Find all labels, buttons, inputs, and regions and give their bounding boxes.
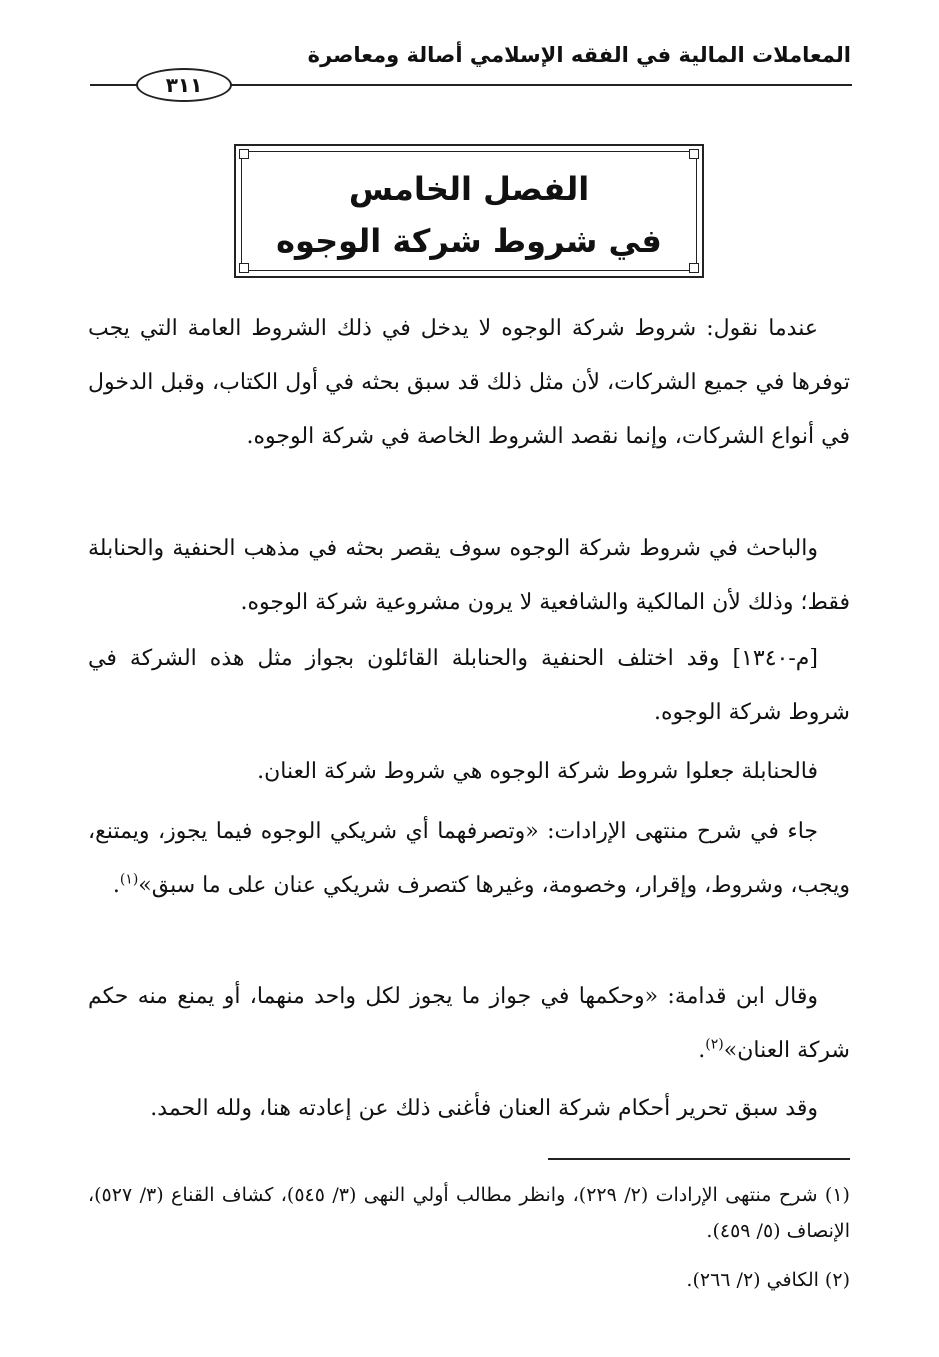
- paragraph-text: فالحنابلة جعلوا شروط شركة الوجوه هي شروط شركة العنان.: [257, 759, 818, 784]
- body-paragraph-2: [88, 522, 850, 630]
- sentence-period: .: [112, 873, 120, 898]
- chapter-title-inner-frame: [241, 151, 697, 271]
- paragraph-text: جاء في شرح منتهى الإرادات: «وتصرفهما أي شريكي الوجوه فيما يجوز، ويمتنع، ويجب، وشروط، وإقرار، وخصومة، وغيرها كتصرف شريكي عنان على ما سبق»: [88, 819, 850, 898]
- frame-corner-ornament: [689, 149, 699, 159]
- paragraph-text: وقد سبق تحرير أحكام شركة العنان فأغنى ذلك عن إعادته هنا، ولله الحمد.: [150, 1096, 818, 1121]
- footnote-1: (١) شرح منتهى الإرادات (٢/ ٢٢٩)، وانظر مطالب أولي النهى (٣/ ٥٤٥)، كشاف القناع (٣/ ٥٢٧)، الإنصاف (٥/ ٤٥٩).: [88, 1184, 850, 1242]
- chapter-title-frame: [234, 144, 704, 278]
- body-paragraph-5: [88, 805, 850, 913]
- chapter-title-line-1: الفصل الخامس: [348, 170, 590, 208]
- footnote-separator: [548, 1158, 850, 1160]
- body-paragraph-7: [88, 1082, 850, 1136]
- paragraph-text: عندما نقول: شروط شركة الوجوه لا يدخل في ذلك الشروط العامة التي يجب توفرها في جميع الشركات، لأن مثل ذلك قد سبق بحثه في أول الكتاب، وقبل الدخول في أنواع الشركات، وإنما نقصد الشروط الخاصة في شركة الوجوه.: [88, 316, 850, 449]
- footnote-reference-2: (٢): [705, 1036, 724, 1053]
- body-paragraph-4: [88, 745, 850, 799]
- body-paragraph-1: [88, 302, 850, 464]
- footnote-2: (٢) الكافي (٢/ ٢٦٦).: [686, 1269, 850, 1291]
- paragraph-text: وقال ابن قدامة: «وحكمها في جواز ما يجوز لكل واحد منهما، أو يمنع منه حكم شركة العنان»: [88, 984, 850, 1063]
- frame-corner-ornament: [689, 263, 699, 273]
- paragraph-text: [م-١٣٤٠] وقد اختلف الحنفية والحنابلة القائلون بجواز مثل هذه الشركة في شروط شركة الوجوه.: [88, 646, 850, 725]
- footnote-reference-1: (١): [119, 871, 139, 888]
- body-paragraph-3: [88, 632, 850, 740]
- sentence-period: .: [698, 1038, 706, 1063]
- page-number: ٣١١: [136, 68, 232, 102]
- chapter-title-line-2: في شروط شركة الوجوه: [276, 222, 662, 260]
- paragraph-text: والباحث في شروط شركة الوجوه سوف يقصر بحثه في مذهب الحنفية والحنابلة فقط؛ وذلك لأن المالكية والشافعية لا يرون مشروعية شركة الوجوه.: [88, 536, 850, 615]
- running-header-title: المعاملات المالية في الفقه الإسلامي أصالة ومعاصرة: [307, 43, 851, 67]
- frame-corner-ornament: [239, 263, 249, 273]
- frame-corner-ornament: [239, 149, 249, 159]
- body-paragraph-6: [88, 970, 850, 1078]
